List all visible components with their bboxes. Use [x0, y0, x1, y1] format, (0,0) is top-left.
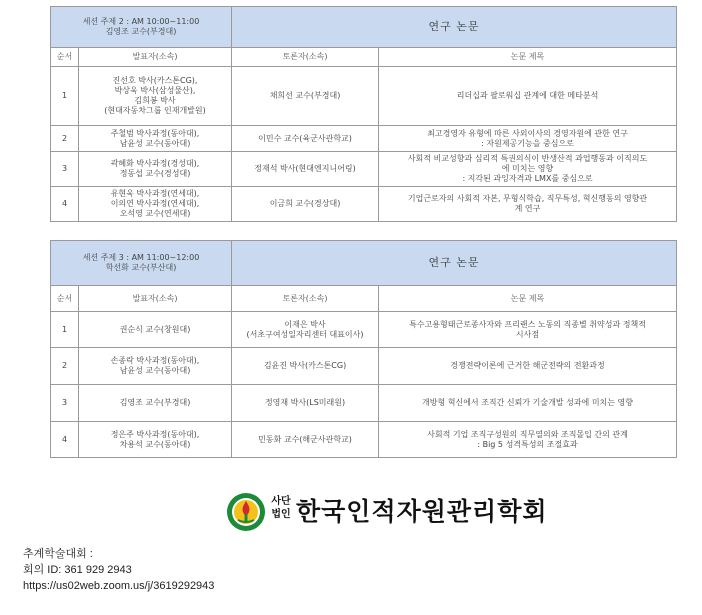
presenter-line: 정동섭 교수(경성대) — [119, 169, 191, 178]
discussant-line: (서초구여성일자리센터 대표이사) — [246, 329, 364, 339]
presenter-line: 남윤성 교수(동아대) — [119, 138, 191, 148]
col-header-discussant: 토론자(소속) — [232, 286, 379, 312]
row-num: 1 — [51, 67, 79, 126]
paper-line: 사회적 비교성향과 심리적 특권의식이 반생산적 과업행동과 이직의도 — [407, 154, 648, 163]
presenter-line: 차용석 교수(동아대) — [119, 439, 191, 449]
row-num: 3 — [51, 385, 79, 422]
col-header-num: 순서 — [51, 48, 79, 67]
row-presenter — [79, 187, 232, 222]
table-row — [51, 152, 677, 187]
col-header-num: 순서 — [51, 286, 79, 312]
meeting-link[interactable]: https://us02web.zoom.us/j/3619292943 — [23, 580, 215, 592]
paper-line: 최고경영자 유형에 따른 사외이사의 경영자원에 관한 연구 — [427, 128, 628, 138]
session2-table — [50, 6, 677, 222]
row-num: 4 — [51, 187, 79, 222]
discussant-line: 정재석 박사(현대엔지니어링) — [254, 164, 356, 173]
paper-line: : Big 5 성격특성의 조절효과 — [477, 439, 578, 449]
paper-line: 시사점 — [515, 329, 540, 339]
row-presenter — [79, 126, 232, 152]
paper-line: 에 미치는 영향 — [501, 164, 554, 173]
col-header-discussant: 토론자(소속) — [232, 48, 379, 67]
session3-research-title: 연구 논문 — [232, 241, 677, 286]
presenter-line: 손종락 박사과정(동아대), — [110, 356, 200, 365]
presenter-line: 곽혜화 박사과정(경성대), — [110, 159, 200, 168]
row-paper — [379, 126, 677, 152]
row-discussant — [232, 67, 379, 126]
col-header-presenter: 발표자(소속) — [79, 286, 232, 312]
row-num: 1 — [51, 312, 79, 348]
presenter-line: 박상욱 박사(삼성물산), — [114, 86, 196, 95]
paper-line: 경쟁전략이론에 근거한 해군전략의 전환과정 — [450, 361, 605, 370]
session3-theme-line2: 학선화 교수(부산대) — [105, 263, 177, 272]
row-paper — [379, 422, 677, 458]
presenter-line: 진선호 박사(카스톤CG), — [112, 76, 198, 85]
presenter-line: 김희봉 박사 — [134, 96, 176, 105]
row-paper — [379, 152, 677, 187]
society-name: 한국인적자원관리학회 — [296, 497, 548, 526]
row-paper — [379, 312, 677, 348]
society-logo — [226, 492, 548, 534]
row-num: 4 — [51, 422, 79, 458]
row-discussant — [232, 385, 379, 422]
session2-theme-line2: 김영조 교수(부경대) — [105, 27, 177, 36]
paper-line: 계 연구 — [514, 204, 541, 213]
table-row — [51, 385, 677, 422]
presenter-line: 김영조 교수(부경대) — [119, 398, 191, 407]
row-discussant — [232, 348, 379, 385]
discussant-line: 이재은 박사 — [284, 319, 326, 329]
paper-line: : 자원제공기능을 중심으로 — [481, 138, 574, 148]
row-presenter — [79, 312, 232, 348]
session2-theme — [51, 7, 232, 48]
meeting-title: 추계학술대회 : — [23, 548, 93, 560]
paper-line: 기업근로자의 사회적 자본, 무형식학습, 직무특성, 혁신행동의 영향관 — [407, 194, 648, 203]
table-row — [51, 348, 677, 385]
row-presenter — [79, 152, 232, 187]
meeting-info — [23, 546, 214, 594]
presenter-line: (현대자동차그룹 인재개발원) — [104, 106, 206, 115]
row-discussant — [232, 312, 379, 348]
paper-line: 개방형 혁신에서 조직간 신뢰가 기술개발 성과에 미치는 영향 — [422, 398, 634, 407]
col-header-paper: 논문 제목 — [379, 286, 677, 312]
paper-line: 리더십과 팔로워십 관계에 대한 메타분석 — [456, 91, 599, 100]
presenter-line: 주철범 박사과정(동아대), — [110, 128, 200, 138]
session3-theme — [51, 241, 232, 286]
row-discussant — [232, 152, 379, 187]
presenter-line: 유현욱 박사과정(연세대), — [110, 189, 200, 198]
table-row — [51, 126, 677, 152]
table-row — [51, 67, 677, 126]
col-header-presenter: 발표자(소속) — [79, 48, 232, 67]
discussant-line: 채희선 교수(부경대) — [269, 91, 341, 100]
col-header-paper: 논문 제목 — [379, 48, 677, 67]
row-discussant — [232, 422, 379, 458]
row-paper — [379, 348, 677, 385]
presenter-line: 정은주 박사과정(동아대), — [110, 429, 200, 439]
row-presenter — [79, 385, 232, 422]
row-discussant — [232, 126, 379, 152]
discussant-line: 이금희 교수(경상대) — [269, 199, 341, 208]
row-paper — [379, 67, 677, 126]
paper-line: 특수고용형태근로종사자와 프리랜스 노동의 직종별 취약성과 정책적 — [409, 319, 646, 329]
discussant-line: 이민수 교수(육군사관학교) — [258, 133, 352, 143]
row-paper — [379, 187, 677, 222]
session2-theme-line1: 세션 주제 2 : AM 10:00~11:00 — [82, 17, 200, 26]
presenter-line: 남윤성 교수(동아대) — [119, 366, 191, 375]
row-discussant — [232, 187, 379, 222]
session3-table — [50, 240, 677, 458]
session2-research-title: 연구 논문 — [232, 7, 677, 48]
row-presenter — [79, 67, 232, 126]
paper-line: 사회적 기업 조직구성원의 직무열의와 조직몰입 간의 관계 — [427, 429, 628, 439]
table-row — [51, 312, 677, 348]
discussant-line: 정영재 박사(LS미래원) — [264, 398, 346, 407]
row-presenter — [79, 422, 232, 458]
row-presenter — [79, 348, 232, 385]
row-num: 3 — [51, 152, 79, 187]
row-num: 2 — [51, 348, 79, 385]
presenter-line: 이의연 박사과정(연세대), — [110, 199, 200, 208]
discussant-line: 김윤진 박사(카스톤CG) — [263, 361, 347, 370]
presenter-line: 권순식 교수(창원대) — [119, 324, 191, 334]
meeting-id: 회의 ID: 361 929 2943 — [23, 564, 132, 576]
session3-theme-line1: 세션 주제 3 : AM 11:00~12:00 — [82, 253, 200, 262]
corporation-label — [270, 495, 292, 521]
row-paper — [379, 385, 677, 422]
corporation-label-line1: 사단 — [271, 496, 291, 507]
table-row — [51, 422, 677, 458]
table-row — [51, 187, 677, 222]
discussant-line: 민동화 교수(해군사관학교) — [258, 434, 352, 444]
presenter-line: 오석영 교수(연세대) — [119, 209, 191, 218]
society-emblem-icon — [226, 492, 266, 532]
row-num: 2 — [51, 126, 79, 152]
paper-line: : 지각된 과잉자격과 LMX를 중심으로 — [462, 174, 593, 183]
corporation-label-line2: 법인 — [271, 509, 291, 520]
